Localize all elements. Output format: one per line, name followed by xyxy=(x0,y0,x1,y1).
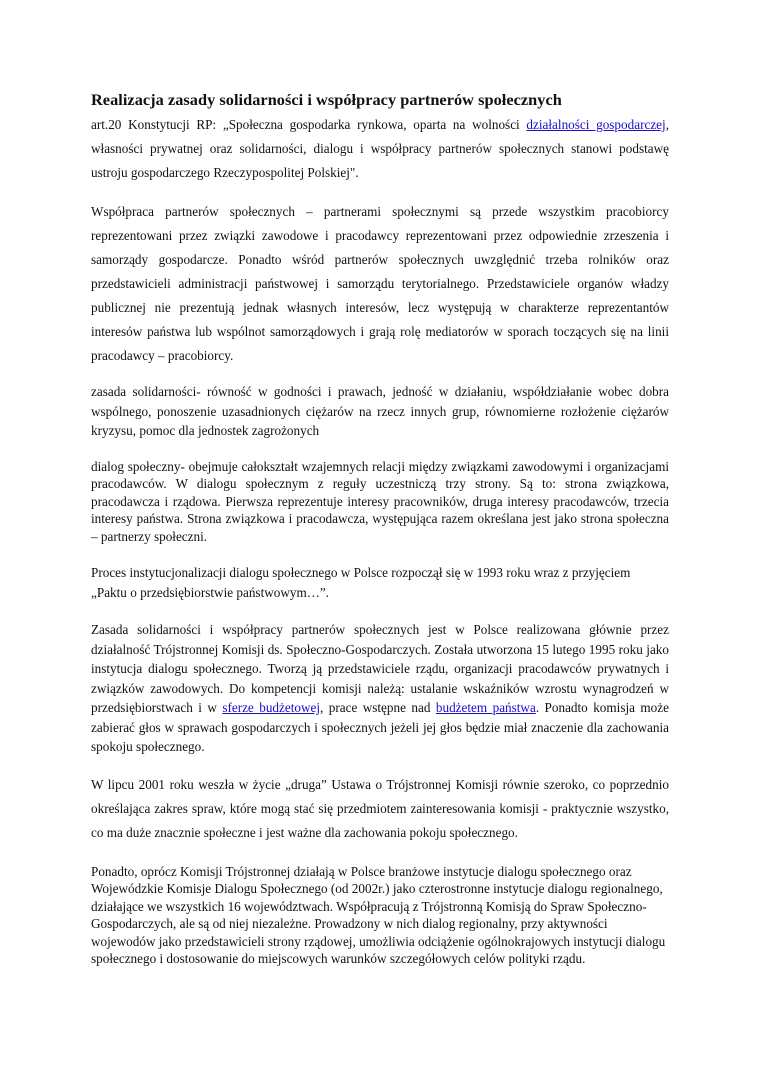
page-title: Realizacja zasady solidarności i współpracy partnerów społecznych xyxy=(91,90,562,109)
paragraph-social-dialogue: dialog społeczny- obejmuje całokształt wzajemnych relacji między związkami zawodowymi i organizacjami pracodawców. W dialogu społecznym z reguły uczestniczą trzy strony. Są to: strona związkowa, pracodawcza i rządowa. Pierwsza reprezentuje interesy pracowników, druga interesy pracodawców, trzecia interesy państwa. Strona związkowa i pracodawcza, występująca razem określana jest jako strona społeczna – partnerzy społeczni. xyxy=(91,458,669,544)
paragraph-social-partners: Współpraca partnerów społecznych – partnerami społecznymi są przede wszystkim pracobiorcy reprezentowani przez związki zawodowe i pracodawcy reprezentowani przez odpowiednie zrzeszenia i samorządy gospodarcze. Ponadto wśród partnerów społecznych uwzględnić trzeba rolników oraz przedstawicieli administracji państwowej i samorządu terytorialnego. Przedstawiciele organów władzy publicznej nie prezentują jednak własnych interesów, lecz występują w charakterze reprezentantów interesów państwa lub wspólnot samorządowych i grają rolę mediatorów w sporach toczących się na linii pracodawcy – pracobiorcy. xyxy=(91,204,669,363)
paragraph-constitution-article xyxy=(91,113,669,185)
link-sferze-budzetowej[interactable]: sferze budżetowej xyxy=(222,700,321,715)
link-budzetem-panstwa[interactable]: budżetem państwa xyxy=(435,700,536,715)
paragraph-text: . Ponadto komisja może zabierać głos w sprawach gospodarczych i społecznych jeżeli jej głos będzie miał znaczenie dla zachowania spokoju społecznego. xyxy=(91,700,669,754)
paragraph-tripartite-commission xyxy=(91,620,669,757)
paragraph-text: , własności prywatnej oraz solidarności, dialogu i współpracy partnerów społecznych stanowi podstawę ustroju gospodarczego Rzeczypospolitej Polskiej". xyxy=(91,117,669,180)
paragraph-text: , prace wstępne nad xyxy=(320,700,436,715)
paragraph-institutionalization: Proces instytucjonalizacji dialogu społecznego w Polsce rozpoczął się w 1993 roku wraz z przyjęciem „Paktu o przedsiębiorstwie państwowym…”. xyxy=(91,565,631,600)
paragraph-text: Zasada solidarności i współpracy partnerów społecznych jest w Polsce realizowana głównie przez działalność Trójstronnej Komisji ds. Społeczno-Gospodarczych. Została utworzona 15 lutego 1995 roku jako instytucja dialogu społecznego. Tworzą ją przedstawiciele rządu, organizacji pracodawców prywatnych i związków zawodowych. Do kompetencji komisji należą: ustalanie wskaźników wzrostu wynagrodzeń w przedsiębiorstwach i w xyxy=(91,622,669,715)
link-dzialalnosci-gospodarczej[interactable]: działalności gospodarczej xyxy=(526,117,666,132)
paragraph-solidarity-principle: zasada solidarności- równość w godności i prawach, jedność w działaniu, współdziałanie wobec dobra wspólnego, ponoszenie uzasadnionych ciężarów na rzecz innych grup, równomierne rozłożenie ciężarów kryzysu, pomoc dla jednostek zagrożonych xyxy=(91,384,669,438)
paragraph-act-2001: W lipcu 2001 roku weszła w życie „druga” Ustawa o Trójstronnej Komisji równie szeroko, co poprzednio określająca zakres spraw, które mogą stać się przedmiotem zainteresowania komisji - praktycznie wszystko, co ma duże znacznie społeczne i jest ważne dla zachowania pokoju społecznego. xyxy=(91,776,669,840)
paragraph-regional-commissions: Ponadto, oprócz Komisji Trójstronnej działają w Polsce branżowe instytucje dialogu społecznego oraz Wojewódzkie Komisje Dialogu Społecznego (od 2002r.) jako czterostronne instytucje dialogu regionalnego, działające we wszystkich 16 województwach. Współpracują z Trójstronną Komisją do Spraw Społeczno-Gospodarczych, ale są od niej niezależne. Prowadzony w nich dialog regionalny, przy aktywności wojewodów jako przedstawicieli strony rządowej, umożliwia odciążenie ogólnokrajowych instytucji dialogu społecznego i dostosowanie do miejscowych warunków szczegółowych celów polityki rządu. xyxy=(91,863,666,966)
document-body xyxy=(91,89,669,968)
paragraph-text: art.20 Konstytucji RP: „Społeczna gospodarka rynkowa, oparta na wolności xyxy=(91,117,527,132)
